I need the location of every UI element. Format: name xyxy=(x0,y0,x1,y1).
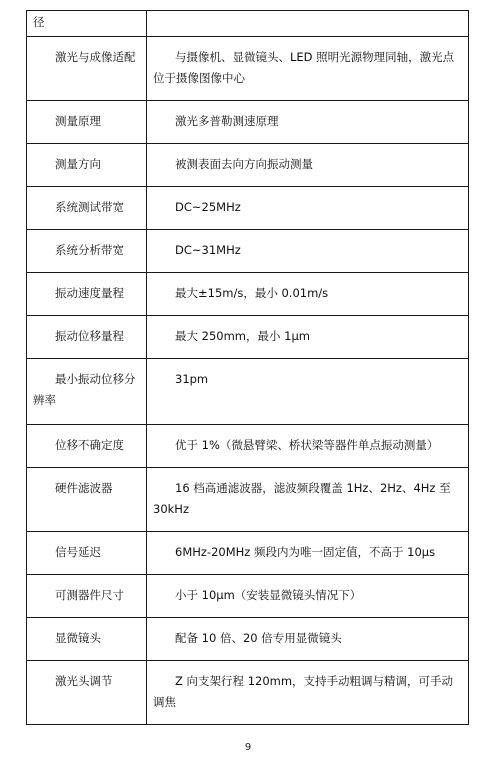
param-value: 小于 10μm（安装显微镜头情况下） xyxy=(175,588,362,602)
param-name: 可测器件尺寸 xyxy=(55,588,124,602)
param-value: DC~25MHz xyxy=(175,200,241,214)
param-name: 硬件滤波器 xyxy=(55,481,113,495)
table-row xyxy=(27,661,469,725)
param-value-cell xyxy=(147,187,469,230)
param-value-cell xyxy=(147,359,469,425)
param-name-cell xyxy=(27,230,147,273)
param-value-cell xyxy=(147,661,469,725)
param-name-cell xyxy=(27,101,147,144)
table-row xyxy=(27,37,469,101)
param-value: 6MHz-20MHz 频段内为唯一固定值，不高于 10μs xyxy=(175,545,436,559)
table-row xyxy=(27,618,469,661)
param-value: 31pm xyxy=(175,372,209,386)
param-value: Z 向支架行程 120mm，支持手动粗调与精调，可手动调焦 xyxy=(153,674,454,709)
param-name: 激光与成像适配 xyxy=(55,50,136,64)
param-name-cell xyxy=(27,661,147,725)
param-name-cell xyxy=(27,359,147,425)
param-name: 最小振动位移分辨率 xyxy=(33,372,136,407)
table-row xyxy=(27,187,469,230)
param-name: 系统测试带宽 xyxy=(55,200,124,214)
param-name-cell xyxy=(27,187,147,230)
param-name-cell xyxy=(27,468,147,532)
table-row xyxy=(27,230,469,273)
param-name: 显微镜头 xyxy=(55,631,101,645)
param-value: 被测表面去向方向振动测量 xyxy=(175,157,313,171)
table-row xyxy=(27,468,469,532)
table-row xyxy=(27,316,469,359)
table-row xyxy=(27,101,469,144)
param-value: 16 档高通滤波器，滤波频段覆盖 1Hz、2Hz、4Hz 至 30kHz xyxy=(153,481,451,516)
param-name-cell xyxy=(27,618,147,661)
table-row xyxy=(27,425,469,468)
page-number: 9 xyxy=(244,742,252,753)
param-value: 激光多普勒测速原理 xyxy=(175,114,279,128)
param-value: 最大±15m/s，最小 0.01m/s xyxy=(175,286,329,300)
table-row xyxy=(27,144,469,187)
param-name: 振动位移量程 xyxy=(55,329,124,343)
param-name-cell xyxy=(27,316,147,359)
param-name: 测量原理 xyxy=(55,114,101,128)
param-name-cell xyxy=(27,575,147,618)
param-name: 激光头调节 xyxy=(55,674,113,688)
param-value-cell xyxy=(147,37,469,101)
param-name: 振动速度量程 xyxy=(55,286,124,300)
param-value-cell xyxy=(147,468,469,532)
table-row xyxy=(27,273,469,316)
param-value: 配备 10 倍、20 倍专用显微镜头 xyxy=(175,631,342,645)
table-row xyxy=(27,532,469,575)
param-value-cell xyxy=(147,11,469,37)
param-value-cell xyxy=(147,101,469,144)
param-name-cell xyxy=(27,532,147,575)
param-value: 最大 250mm，最小 1μm xyxy=(175,329,311,343)
param-value-cell xyxy=(147,618,469,661)
param-name: 信号延迟 xyxy=(55,545,101,559)
param-name-cell xyxy=(27,273,147,316)
param-name: 位移不确定度 xyxy=(55,438,124,452)
param-name-cell xyxy=(27,37,147,101)
table-row xyxy=(27,359,469,425)
param-value-cell xyxy=(147,144,469,187)
param-value-cell xyxy=(147,575,469,618)
param-value: 优于 1%（微悬臂梁、桥状梁等器件单点振动测量） xyxy=(175,438,439,452)
param-name: 径 xyxy=(33,15,45,29)
param-value: DC~31MHz xyxy=(175,243,241,257)
param-name-cell xyxy=(27,144,147,187)
param-name-cell xyxy=(27,425,147,468)
param-name-cell xyxy=(27,11,147,37)
param-name: 测量方向 xyxy=(55,157,101,171)
param-value-cell xyxy=(147,316,469,359)
param-value-cell xyxy=(147,532,469,575)
param-value: 与摄像机、显微镜头、LED 照明光源物理同轴，激光点位于摄像图像中心 xyxy=(153,50,455,85)
param-value-cell xyxy=(147,230,469,273)
param-value-cell xyxy=(147,425,469,468)
param-name: 系统分析带宽 xyxy=(55,243,124,257)
spec-table xyxy=(26,10,469,725)
param-value-cell xyxy=(147,273,469,316)
table-row xyxy=(27,575,469,618)
table-row xyxy=(27,11,469,37)
